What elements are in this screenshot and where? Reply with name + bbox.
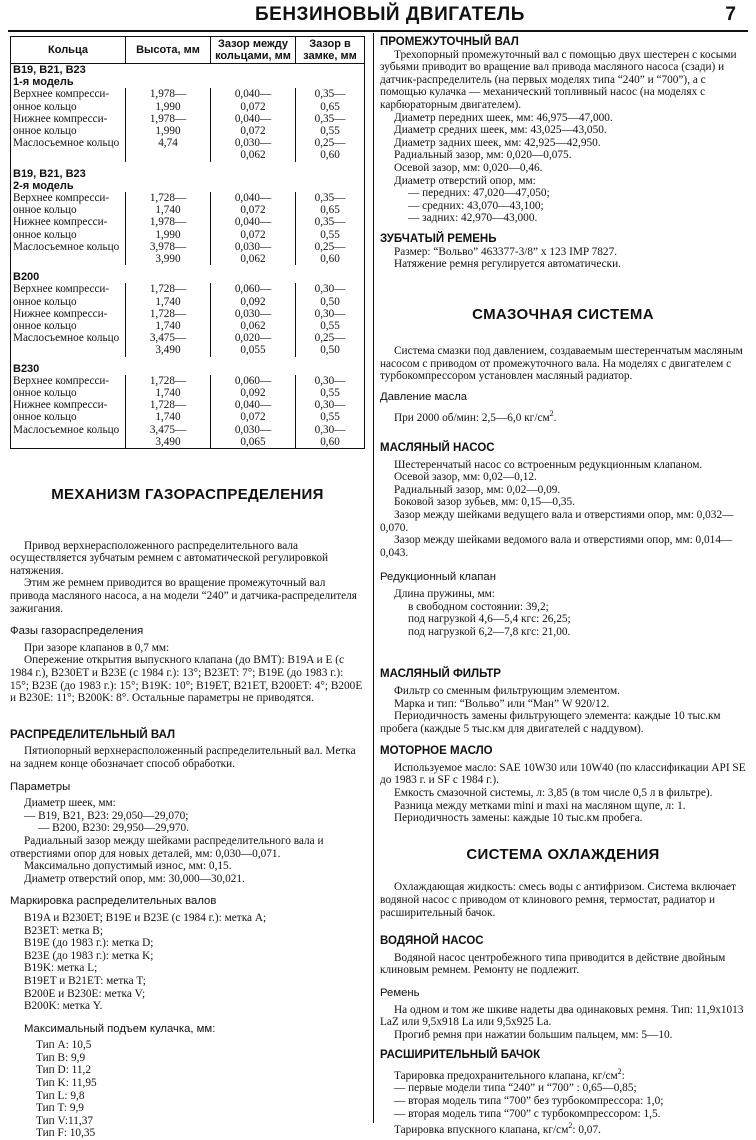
cooling-paragraph: Охлаждающая жидкость: смесь воды с антифризом. Система включает водяной насос с приводом от клинового ремня, термостат, радиатор и расширительный бачок.	[380, 881, 736, 919]
pump-title: МАСЛЯНЫЙ НАСОС	[380, 442, 495, 455]
intermediate-paragraph: Трехопорный промежуточный вал с помощью двух шестерен с косыми зубьями приводит во вращение вал привода масляного насоса (сзади) и датчик-распределитель (на первых моделях типа “240” и “700”), а с помощью кулачка — механический топливный насос (на моделях с карбюраторным двигателем).	[380, 48, 737, 111]
tank-last-value: : 0,07.	[572, 1123, 601, 1136]
table-row	[11, 399, 365, 423]
belts-line: На одном и том же шкиве надеты два одинаковых ремня. Тип: 11,9x1013 LaZ или 9,5x918 La или 9,5x925 La.	[380, 1003, 744, 1029]
right-column	[380, 36, 746, 1136]
ring-name-cell: Верхнее компресси- онное кольцо	[11, 375, 126, 399]
col-header-lock-gap: Зазор в замке, мм	[296, 37, 365, 64]
lift-line: Тип L: 9,8	[36, 1089, 85, 1102]
intermediate-line: Диаметр задних шеек, мм: 42,925—42,950.	[394, 136, 601, 149]
tank-line: — вторая модель типа “700” без турбокомпрессора: 1,0;	[394, 1094, 664, 1107]
ring-value-cell: 1,728— 1,740	[126, 375, 211, 399]
intermediate-line: Осевой зазор, мм: 0,020—0,46.	[394, 161, 543, 174]
ring-value-cell: 0,35— 0,65	[296, 192, 365, 216]
params-line: Максимально допустимый износ, мм: 0,15.	[24, 860, 232, 873]
ring-value-cell: 1,978— 1,990	[126, 113, 211, 137]
ring-name-cell: Нижнее компресси- онное кольцо	[11, 216, 126, 240]
left-column	[10, 36, 365, 1140]
ring-value-cell: 1,728— 1,740	[126, 399, 211, 423]
belt-line: Натяжение ремня регулируется автоматически.	[394, 258, 622, 271]
intermediate-sub-line: — задних: 42,970—43,000.	[408, 212, 538, 225]
filter-line: Периодичность замены фильтрующего элемента: каждые 10 тыс.км пробега (каждые 5 тыс.км для двигателей с наддувом).	[380, 710, 721, 735]
tank-line: — первые модели типа “240” и “700” : 0,65—0,85;	[394, 1082, 637, 1095]
valve-line: под нагрузкой 4,6—5,4 кгс: 26,25;	[408, 613, 571, 626]
ring-name-cell: Нижнее компресси- онное кольцо	[11, 399, 126, 423]
params-title: Параметры	[10, 780, 71, 793]
cooling-title: СИСТЕМА ОХЛАЖДЕНИЯ	[466, 845, 660, 863]
pump-line: Радиальный зазор, мм: 0,02—0,09.	[394, 483, 561, 496]
ring-value-cell: 3,475— 3,490	[126, 424, 211, 449]
belt-line: Размер: “Вольво” 463377-3/8” x 123 IMP 7827.	[394, 245, 618, 258]
timing-paragraph-2: Этим же ремнем приводится во вращение промежуточный вал привода масляного насоса, а на модели “240” и датчика-распределителя зажигания.	[10, 577, 357, 615]
pressure-sup: 2	[549, 408, 554, 418]
oil-line: Используемое масло: SAE 10W30 или 10W40 (по классификации API SE до 1983 г. и SF с 1984 г.).	[380, 761, 746, 787]
ring-value-cell: 0,30— 0,50	[296, 283, 365, 307]
lift-line: Тип T: 9,9	[36, 1102, 84, 1115]
intermediate-sub-line: — средних: 43,070—43,100;	[408, 199, 544, 212]
filter-line: Марка и тип: “Вольво” или “Ман” W 920/12.	[394, 697, 610, 710]
header-rule	[8, 30, 748, 32]
piston-rings-table	[10, 36, 365, 449]
pressure-value: При 2000 об/мин: 2,5—6,0 кг/см	[394, 411, 550, 424]
phases-paragraph-2: Опережение открытия выпускного клапана (до ВМТ): B19A и E (с 1984 г.), B230ET и B23E (с 1984 г.): 13°; B23ET: 7°; B19E (до 1983 г.): 15°; B23E (до 1983 г.): 15°; B19K: 10°; B19ET, B21ET, B200ET: 4°; B200E и B230E: 11°; B200K: 8°. Остальные параметры не приводятся.	[10, 654, 363, 705]
intermediate-shaft-title: ПРОМЕЖУТОЧНЫЙ ВАЛ	[380, 36, 519, 48]
lift-line: Тип K: 11,95	[36, 1077, 97, 1090]
ring-value-cell: 0,040— 0,072	[211, 399, 296, 423]
page-number: 7	[725, 4, 736, 25]
ring-value-cell: 3,978— 3,990	[126, 241, 211, 265]
ring-value-cell: 1,728— 1,740	[126, 192, 211, 216]
phases-title: Фазы газораспределения	[10, 625, 144, 638]
oil-line: Периодичность замены: каждые 10 тыс.км пробега.	[394, 812, 643, 825]
table-row	[11, 216, 365, 240]
ring-value-cell: 1,978— 1,990	[126, 88, 211, 112]
oil-line: Емкость смазочной системы, л: 3,85 (в том числе 0,5 л в фильтре).	[394, 787, 713, 800]
ring-name-cell: Верхнее компресси- онное кольцо	[11, 283, 126, 307]
ring-value-cell: 0,040— 0,072	[211, 216, 296, 240]
table-row	[11, 424, 365, 449]
table-row	[11, 88, 365, 112]
ring-value-cell: 0,030— 0,065	[211, 424, 296, 449]
marking-list	[10, 912, 365, 1013]
ring-value-cell: 1,728— 1,740	[126, 308, 211, 332]
ring-name-cell: Маслосъемное кольцо	[11, 424, 126, 449]
tank-title: РАСШИРИТЕЛЬНЫЙ БАЧОК	[380, 1049, 541, 1062]
water-pump-title: ВОДЯНОЙ НАСОС	[380, 935, 484, 948]
timing-title: МЕХАНИЗМ ГАЗОРАСПРЕДЕЛЕНИЯ	[51, 486, 324, 504]
ring-value-cell: 4,74	[126, 137, 211, 161]
belt-title: ЗУБЧАТЫЙ РЕМЕНЬ	[380, 232, 497, 245]
intermediate-line: Диаметр передних шеек, мм: 46,975—47,000.	[394, 111, 613, 124]
marking-title: Маркировка распределительных валов	[10, 895, 217, 908]
table-row	[11, 192, 365, 216]
ring-value-cell: 0,040— 0,072	[211, 192, 296, 216]
valve-line: в свободном состоянии: 39,2;	[408, 600, 549, 613]
camshaft-paragraph: Пятиопорный верхнерасположенный распределительный вал. Метка на заднем конце обозначает способ обработки.	[10, 745, 356, 770]
rings-table-body	[11, 64, 365, 449]
filter-line: Фильтр со сменным фильтрующим элементом.	[394, 684, 620, 697]
belts-title: Ремень	[380, 987, 420, 1000]
pump-line: Зазор между шейками ведущего вала и отверстиями опор, мм: 0,032—0,070.	[380, 508, 734, 534]
page-header	[0, 0, 756, 32]
lift-line: Тип B: 9,9	[36, 1051, 86, 1064]
lift-title: Максимальный подъем кулачка, мм:	[24, 1022, 216, 1035]
tank-line	[380, 1120, 746, 1136]
phases-paragraph-1: При зазоре клапанов в 0,7 мм:	[24, 641, 170, 654]
pressure-line: При 2000 об/мин: 2,5—6,0 $кг/см^2$.	[394, 408, 557, 424]
tank-line: Тарировка предохранительного клапана, $кг/см^2$:	[394, 1066, 625, 1082]
ring-name-cell: Маслосъемное кольцо	[11, 332, 126, 356]
belts-line: Прогиб ремня при нажатии большим пальцем, мм: 5—10.	[394, 1028, 673, 1041]
belt-lines	[380, 246, 746, 271]
ring-group-title: B200	[11, 265, 365, 283]
oil-title: МОТОРНОЕ МАСЛО	[380, 745, 493, 758]
water-pump-paragraph: Водяной насос центробежного типа приводится в действие двойным клиновым ремнем. Ремонту не подлежит.	[380, 951, 726, 977]
col-header-rings: Кольца	[11, 37, 126, 64]
intermediate-sub-lines	[380, 187, 746, 225]
tank-sup: 2	[568, 1121, 573, 1131]
ring-group-title: B230	[11, 357, 365, 375]
camshaft-title: РАСПРЕДЕЛИТЕЛЬНЫЙ ВАЛ	[10, 728, 176, 741]
table-row	[11, 332, 365, 356]
filter-lines	[380, 685, 746, 735]
valve-title: Редукционный клапан	[380, 571, 496, 584]
pressure-title: Давление масла	[380, 391, 468, 404]
pump-line: Боковой зазор зубьев, мм: 0,15—0,35.	[394, 496, 576, 509]
ring-value-cell: 0,35— 0,65	[296, 88, 365, 112]
ring-value-cell: 0,25— 0,50	[296, 332, 365, 356]
timing-paragraph-1: Привод верхнерасположенного распределительного вала осуществляется зубчатым ремнем с автоматической регулировкой натяжения.	[10, 539, 329, 577]
col-header-gap: Зазор между кольцами, мм	[211, 37, 296, 64]
marking-line: B19E (до 1983 г.): метка D;	[24, 937, 154, 950]
ring-value-cell: 0,040— 0,072	[211, 88, 296, 112]
table-row	[11, 137, 365, 161]
lift-line: Тип D: 11,2	[36, 1064, 92, 1077]
ring-value-cell: 0,30— 0,55	[296, 399, 365, 423]
ring-name-cell: Верхнее компресси- онное кольцо	[11, 88, 126, 112]
ring-value-cell: 1,978— 1,990	[126, 216, 211, 240]
ring-value-cell: 0,25— 0,60	[296, 137, 365, 161]
pump-line: Шестеренчатый насос со встроенным редукционным клапаном.	[394, 458, 703, 471]
marking-line: B200E и B230E: метка V;	[24, 987, 146, 1000]
intermediate-line: Радиальный зазор, мм: 0,020—0,075.	[394, 149, 572, 162]
pump-lines	[380, 459, 746, 560]
col-header-height: Высота, мм	[126, 37, 211, 64]
intermediate-sub-line: — передних: 47,020—47,050;	[408, 187, 550, 200]
ring-value-cell: 0,030— 0,062	[211, 241, 296, 265]
tank-line-text: Тарировка впускного клапана, кг/см	[394, 1123, 569, 1136]
lift-line: Тип V:11,37	[36, 1114, 93, 1127]
lube-title: СМАЗОЧНАЯ СИСТЕМА	[472, 305, 654, 323]
ring-value-cell: 0,25— 0,60	[296, 241, 365, 265]
valve-line: под нагрузкой 6,2—7,8 кгс: 21,00.	[408, 625, 571, 638]
marking-line: B19ET и B21ET: метка T;	[24, 974, 146, 987]
params-line: Диаметр шеек, мм:	[24, 797, 116, 810]
ring-value-cell: 0,30— 0,60	[296, 424, 365, 449]
ring-value-cell: 0,35— 0,55	[296, 216, 365, 240]
oil-lines	[380, 762, 746, 825]
ring-name-cell: Маслосъемное кольцо	[11, 137, 126, 161]
marking-line: B23ET: метка B;	[24, 924, 103, 937]
running-head: БЕНЗИНОВЫЙ ДВИГАТЕЛЬ	[255, 4, 525, 25]
table-row	[11, 283, 365, 307]
lift-list	[10, 1039, 365, 1140]
column-divider	[373, 33, 374, 1123]
params-line: — B200, B230: 29,950—29,970.	[38, 822, 189, 835]
ring-value-cell: 0,30— 0,55	[296, 375, 365, 399]
table-row	[11, 308, 365, 332]
filter-title: МАСЛЯНЫЙ ФИЛЬТР	[380, 668, 501, 681]
params-line: Диаметр отверстий опор, мм: 30,000—30,021.	[24, 872, 245, 885]
pump-line: Зазор между шейками ведомого вала и отверстиями опор, мм: 0,014—0,043.	[380, 534, 733, 559]
ring-group-title: B19, B21, B23 1-я модель	[11, 64, 365, 89]
params-line: Радиальный зазор между шейками распределительного вала и отверстиями опор для новых деталей, мм: 0,030—0,071.	[10, 834, 324, 860]
lube-paragraph: Система смазки под давлением, создаваемым шестеренчатым масляным насосом с приводом от промежуточного вала. На моделях с двигателем с турбокомпрессором установлен масляный радиатор.	[380, 345, 743, 383]
tank-line: — вторая модель типа “700” с турбокомпрессором: 1,5.	[394, 1107, 661, 1120]
intermediate-lines	[380, 112, 746, 188]
params-line: — B19, B21, B23: 29,050—29,070;	[24, 809, 189, 822]
ring-value-cell: 0,060— 0,092	[211, 375, 296, 399]
ring-value-cell: 0,060— 0,092	[211, 283, 296, 307]
marking-line: B23E (до 1983 г.): метка K;	[24, 949, 154, 962]
ring-value-cell: 3,475— 3,490	[126, 332, 211, 356]
ring-value-cell: 1,728— 1,740	[126, 283, 211, 307]
marking-line: B19K: метка L;	[24, 962, 98, 975]
ring-value-cell: 0,35— 0,55	[296, 113, 365, 137]
table-row	[11, 241, 365, 265]
intermediate-line: Диаметр отверстий опор, мм:	[394, 174, 536, 187]
ring-name-cell: Нижнее компресси- онное кольцо	[11, 113, 126, 137]
pump-line: Осевой зазор, мм: 0,02—0,12.	[394, 471, 537, 484]
marking-line: B200K: метка Y.	[24, 1000, 103, 1013]
valve-line: Длина пружины, мм:	[394, 587, 495, 600]
tank-sup: 2	[617, 1066, 622, 1076]
ring-name-cell: Маслосъемное кольцо	[11, 241, 126, 265]
marking-line: B19A и B230ET; B19E и B23E (с 1984 г.): метка A;	[24, 911, 267, 924]
ring-value-cell: 0,30— 0,55	[296, 308, 365, 332]
lift-line: Тип F: 10,35	[36, 1127, 96, 1140]
ring-value-cell: 0,040— 0,072	[211, 113, 296, 137]
table-row	[11, 375, 365, 399]
oil-line: Разница между метками mini и maxi на масляном щупе, л: 1.	[394, 799, 686, 812]
ring-name-cell: Нижнее компресси- онное кольцо	[11, 308, 126, 332]
ring-value-cell: 0,020— 0,055	[211, 332, 296, 356]
ring-value-cell: 0,030— 0,062	[211, 137, 296, 161]
tank-line-text: Тарировка предохранительного клапана, кг/см	[394, 1069, 618, 1082]
ring-value-cell: 0,030— 0,062	[211, 308, 296, 332]
ring-name-cell: Верхнее компресси- онное кольцо	[11, 192, 126, 216]
lift-line: Тип A: 10,5	[36, 1039, 92, 1052]
intermediate-line: Диаметр средних шеек, мм: 43,025—43,050.	[394, 124, 607, 137]
table-row	[11, 113, 365, 137]
ring-group-title: B19, B21, B23 2-я модель	[11, 162, 365, 192]
